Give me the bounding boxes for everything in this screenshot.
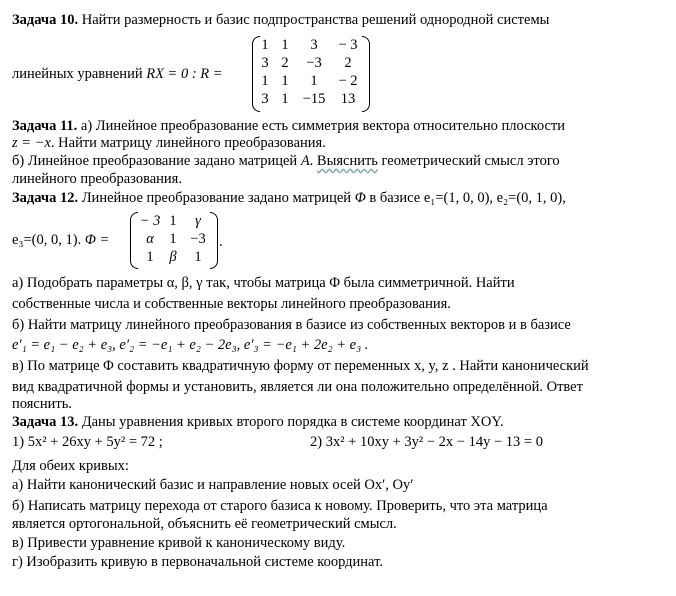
task12-b2: e′₁ = e₁ − e₂ + e₃, e′₂ = −e₁ + e₂ − 2e₃, e′₃ = −e₁ + 2e₂ + e₃ . bbox=[12, 337, 369, 353]
matrix-cell: 1 bbox=[194, 249, 202, 265]
task12-period: . bbox=[219, 234, 223, 250]
task13-l1: Даны уравнения кривых второго порядка в системе координат XOY. bbox=[78, 414, 504, 430]
task11-heading: Задача 11. bbox=[12, 118, 78, 134]
matrix-cell: 2 bbox=[281, 55, 289, 71]
task12-l1-mid: в базисе bbox=[365, 190, 424, 206]
spellcheck-word: Выяснить bbox=[316, 153, 378, 169]
matrix-cell: −3 bbox=[306, 55, 322, 71]
task10-text1: Найти размерность и базис подпространства решений однородной системы bbox=[78, 12, 550, 28]
task10-line2 bbox=[12, 66, 223, 83]
matrix-cell: 3 bbox=[310, 37, 318, 53]
task10-equation: RX = 0 : R = bbox=[146, 66, 223, 82]
task12-e2: e₂=(0, 1, 0), bbox=[496, 190, 566, 206]
matrix-cell: 1 bbox=[281, 37, 289, 53]
task11-a2: . Найти матрицу линейного преобразования. bbox=[50, 135, 326, 151]
task13-v: в) Привести уравнение кривой к каноническому виду. bbox=[12, 535, 346, 551]
matrix-cell: 1 bbox=[261, 73, 269, 89]
task11-b1-post: геометрический смысл этого bbox=[377, 153, 560, 169]
task13-both: Для обеих кривых: bbox=[12, 458, 129, 474]
matrix-cell: γ bbox=[195, 213, 201, 229]
task12-v2: вид квадратичной формы и установить, является ли она положительно определённой. Ответ bbox=[12, 379, 583, 395]
task13-a: а) Найти канонический базис и направление новых осей Ox′, Oy′ bbox=[12, 477, 414, 493]
task11-b2: линейного преобразования. bbox=[12, 171, 182, 187]
matrix-cell: β bbox=[169, 249, 177, 265]
matrix-cell: − 3 bbox=[139, 213, 161, 229]
task13-b2: является ортогональной, объяснить её геометрический смысл. bbox=[12, 516, 397, 532]
matrix-cell: 3 bbox=[261, 55, 269, 71]
matrix-cell: 1 bbox=[169, 213, 177, 229]
task12-matrix bbox=[130, 212, 218, 268]
task11-line3 bbox=[12, 153, 560, 170]
task11-line1 bbox=[12, 118, 565, 135]
matrix-cell: −15 bbox=[302, 91, 326, 107]
task13-heading: Задача 13. bbox=[12, 414, 79, 430]
matrix-cell: 1 bbox=[146, 249, 154, 265]
matrix-cell: 1 bbox=[261, 37, 269, 53]
task12-v1: в) По матрице Φ составить квадратичную форму от переменных x, y, z . Найти канонический bbox=[12, 358, 589, 374]
matrix-cell: 1 bbox=[281, 91, 289, 107]
matrix-cell: 3 bbox=[261, 91, 269, 107]
task10-text2: линейных уравнений bbox=[12, 66, 147, 82]
task12-heading: Задача 12. bbox=[12, 190, 79, 206]
task10-matrix bbox=[252, 36, 370, 112]
task12-a2: собственные числа и собственные векторы линейного преобразования. bbox=[12, 296, 451, 312]
task12-e1: e₁=(1, 0, 0), bbox=[423, 190, 497, 206]
task11-matrix-a: A bbox=[300, 153, 310, 169]
task12-line1 bbox=[12, 190, 566, 207]
task13-eq2: 2) 3x² + 10xy + 3y² − 2x − 14y − 13 = 0 bbox=[310, 434, 543, 450]
task11-b1-mid: . bbox=[309, 153, 317, 169]
task13-b1: б) Написать матрицу перехода от старого базиса к новому. Проверить, что эта матрица bbox=[12, 498, 548, 514]
task10-heading: Задача 10. bbox=[12, 12, 79, 28]
task11-plane-eq: z = −x bbox=[12, 135, 51, 151]
task12-v3: пояснить. bbox=[12, 396, 72, 412]
matrix-cell: 1 bbox=[310, 73, 318, 89]
matrix-cell: −3 bbox=[190, 231, 206, 247]
matrix-cell: 13 bbox=[340, 91, 356, 107]
task12-l1: Линейное преобразование задано матрицей bbox=[78, 190, 355, 206]
task12-phi-eq: Φ = bbox=[84, 232, 110, 248]
matrix-cell: − 3 bbox=[338, 37, 358, 53]
task11-line2 bbox=[12, 135, 326, 152]
task10-line1 bbox=[12, 12, 549, 29]
task12-line2 bbox=[12, 232, 109, 249]
matrix-cell: 1 bbox=[281, 73, 289, 89]
task11-b1-pre: б) Линейное преобразование задано матрицей bbox=[12, 153, 301, 169]
matrix-cell: α bbox=[146, 231, 154, 247]
task13-g: г) Изобразить кривую в первоначальной системе координат. bbox=[12, 554, 383, 570]
matrix-cell: 1 bbox=[169, 231, 177, 247]
task12-a1: а) Подобрать параметры α, β, γ так, чтобы матрица Φ была симметричной. Найти bbox=[12, 275, 515, 291]
task12-phi: Φ bbox=[354, 190, 366, 206]
task12-b1: б) Найти матрицу линейного преобразования в базисе из собственных векторов и в базисе bbox=[12, 317, 571, 333]
task13-line1 bbox=[12, 414, 504, 431]
task11-a1: а) Линейное преобразование есть симметрия вектора относительно плоскости bbox=[77, 118, 566, 134]
matrix-cell: − 2 bbox=[338, 73, 358, 89]
matrix-cell: 2 bbox=[344, 55, 352, 71]
task11-line4 bbox=[12, 171, 182, 188]
task12-e3: e₃=(0, 0, 1). bbox=[12, 232, 85, 248]
task13-eq1: 1) 5x² + 26xy + 5y² = 72 ; bbox=[12, 434, 163, 450]
